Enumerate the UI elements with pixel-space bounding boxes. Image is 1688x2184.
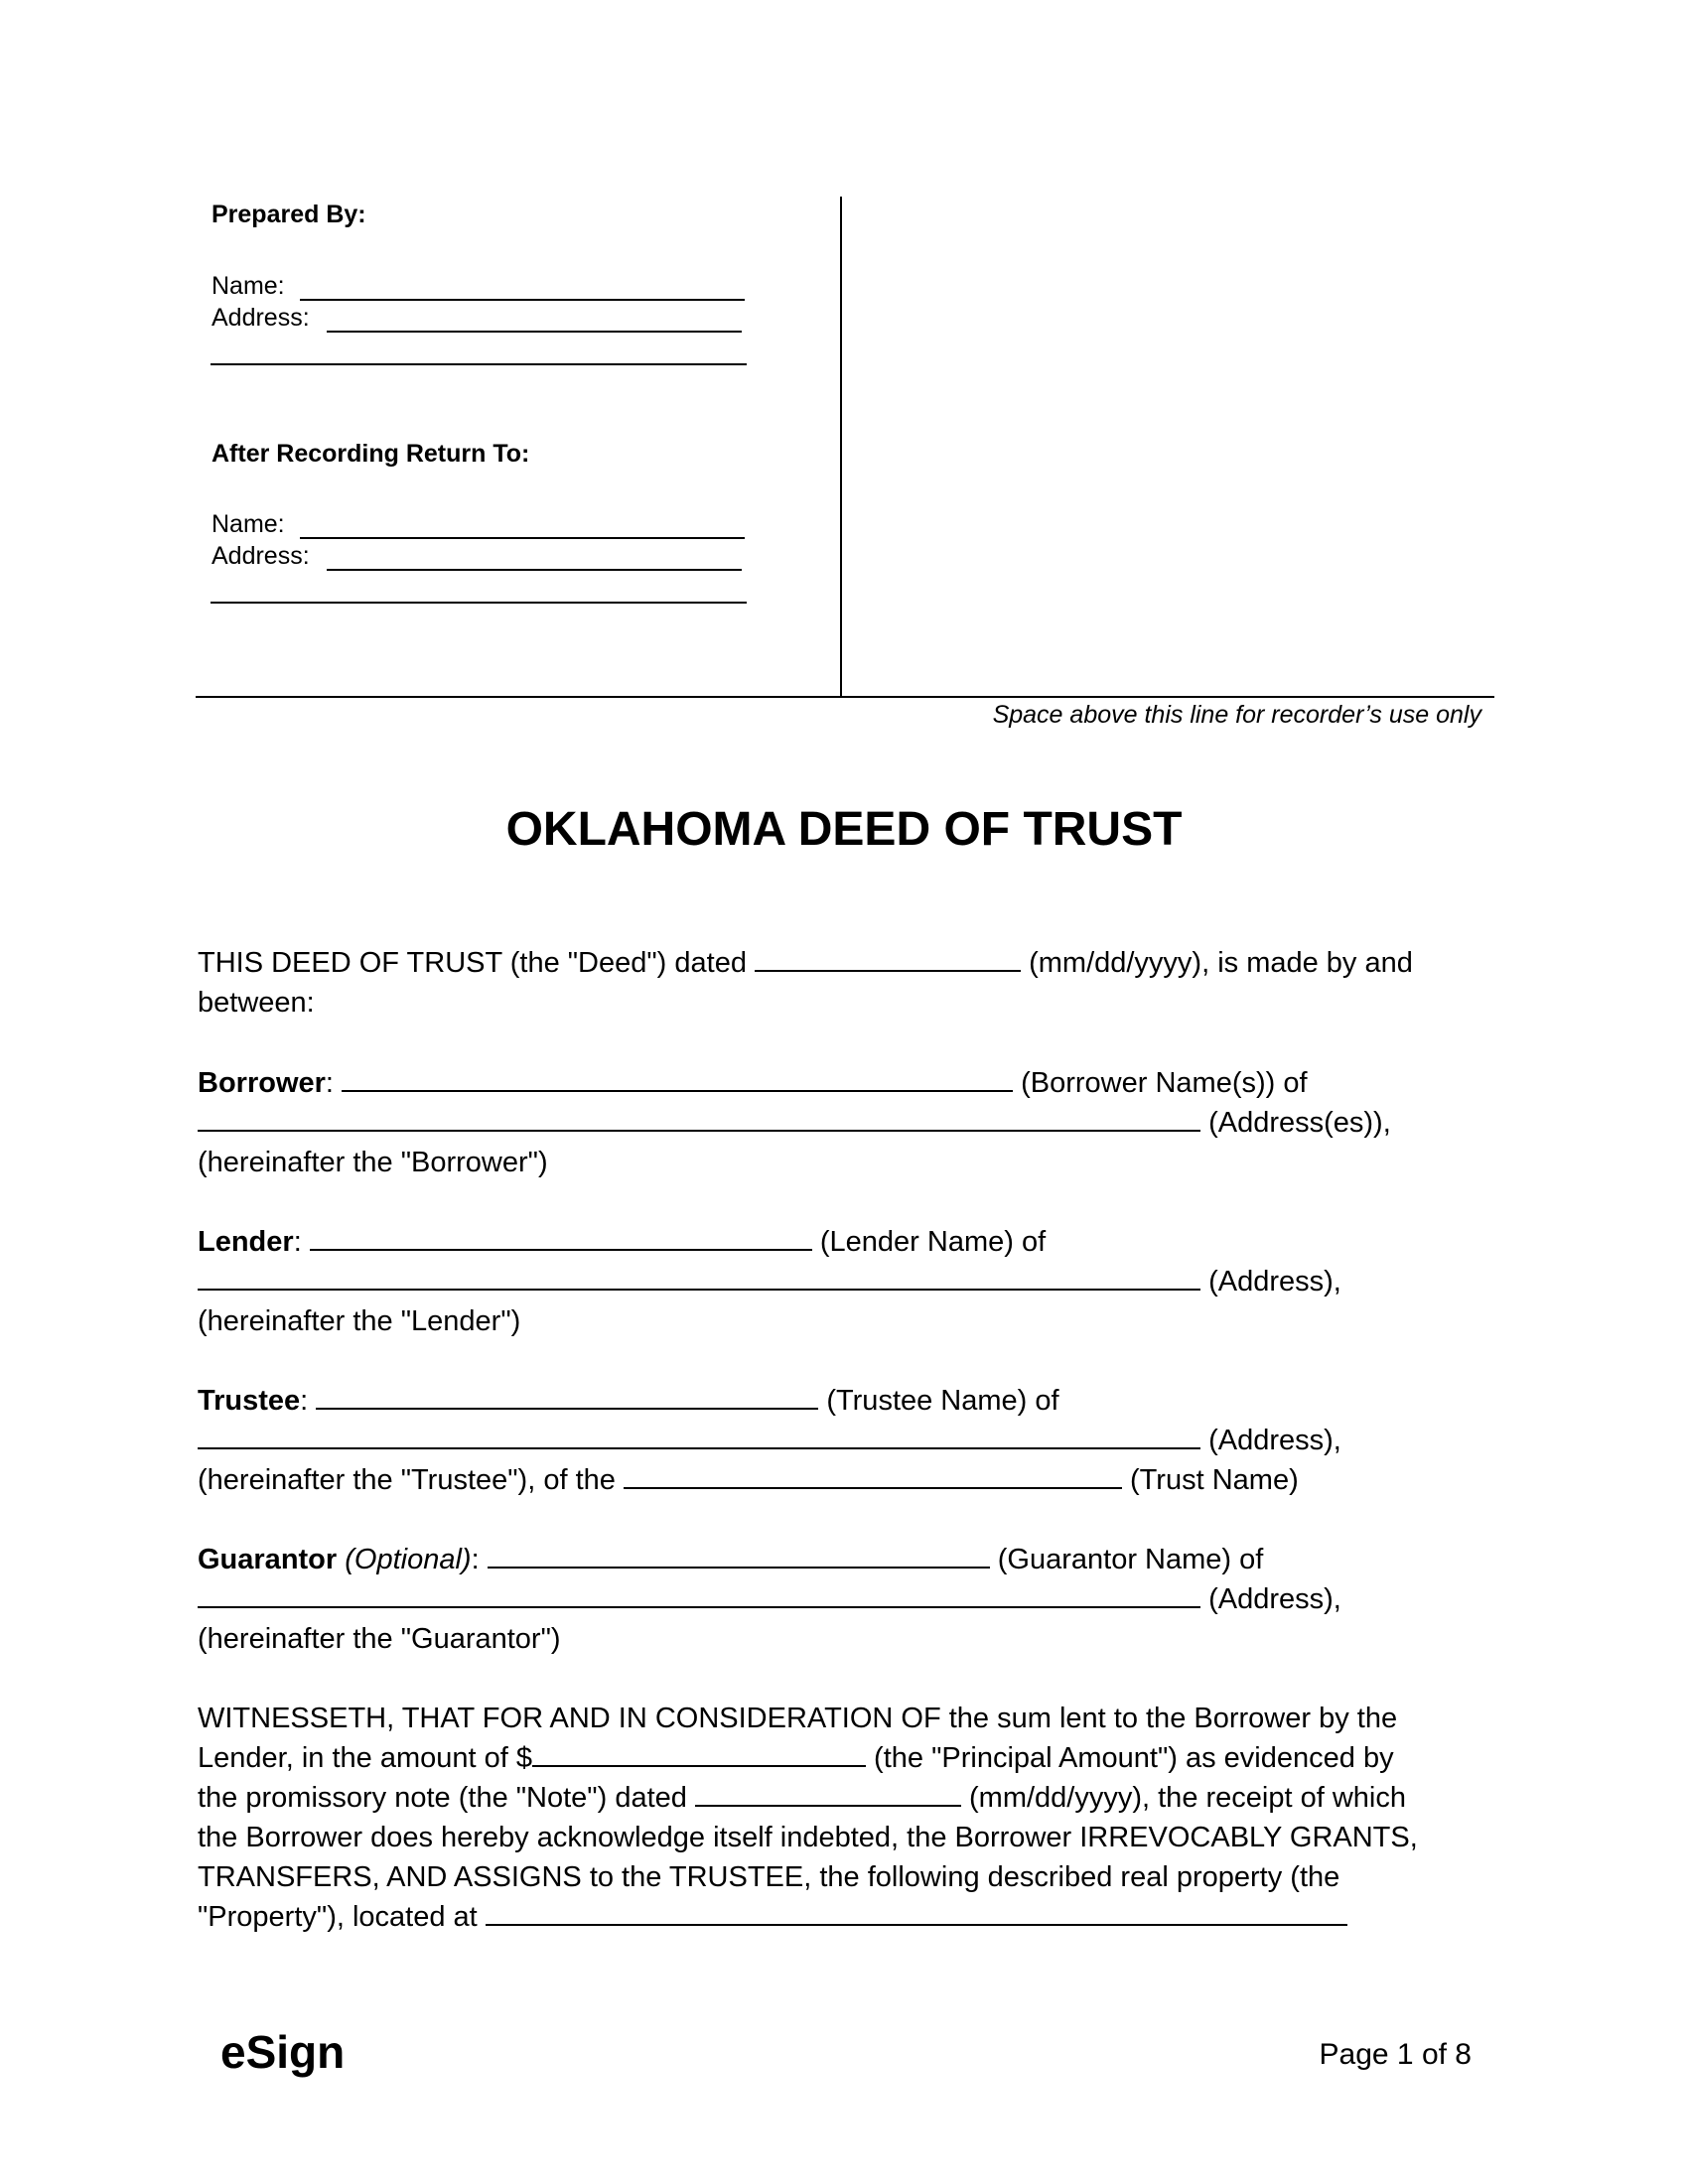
borrower-line-1 <box>198 1063 1308 1103</box>
witnesseth-line-2-after: (the "Principal Amount") as evidenced by <box>874 1742 1394 1774</box>
borrower-address-field[interactable] <box>198 1106 1200 1132</box>
lender-line-1 <box>198 1222 1046 1262</box>
guarantor-line-2 <box>198 1579 1341 1619</box>
witnesseth-line-4: the Borrower does hereby acknowledge itself indebted, the Borrower IRREVOCABLY GRANTS, <box>198 1822 1418 1853</box>
borrower-colon: : <box>325 1067 334 1099</box>
lender-address-field[interactable] <box>198 1265 1200 1291</box>
lender-colon: : <box>293 1226 302 1258</box>
trustee-name-hint: (Trustee Name) of <box>826 1385 1059 1417</box>
witnesseth-line-2 <box>198 1738 1394 1778</box>
borrower-hereinafter: (hereinafter the "Borrower") <box>198 1147 548 1178</box>
intro-text-before: THIS DEED OF TRUST (the "Deed") dated <box>198 947 747 979</box>
return-to-address-field[interactable] <box>327 569 742 571</box>
guarantor-line-1 <box>198 1540 1263 1579</box>
lender-address-hint: (Address), <box>1208 1266 1341 1297</box>
trustee-colon: : <box>300 1385 309 1417</box>
return-to-heading: After Recording Return To: <box>211 440 530 468</box>
prepared-by-address-field[interactable] <box>327 331 742 333</box>
prepared-by-heading: Prepared By: <box>211 201 366 228</box>
trustee-line-1 <box>198 1381 1059 1421</box>
trustee-address-field[interactable] <box>198 1424 1200 1449</box>
trustee-address-hint: (Address), <box>1208 1425 1341 1456</box>
intro-line-1 <box>198 943 1413 983</box>
guarantor-optional: (Optional) <box>345 1544 472 1575</box>
guarantor-name-field[interactable] <box>488 1543 990 1569</box>
guarantor-address-hint: (Address), <box>1208 1583 1341 1615</box>
witnesseth-line-6-before: "Property"), located at <box>198 1901 478 1933</box>
guarantor-hereinafter: (hereinafter the "Guarantor") <box>198 1623 561 1655</box>
property-location-field[interactable] <box>486 1900 1347 1926</box>
prepared-by-address-label: Address: <box>211 304 310 332</box>
trust-name-field[interactable] <box>624 1463 1122 1489</box>
deed-date-field[interactable] <box>755 946 1021 972</box>
trust-name-hint: (Trust Name) <box>1130 1464 1299 1496</box>
lender-label: Lender <box>198 1226 294 1258</box>
borrower-label: Borrower <box>198 1067 326 1099</box>
return-to-name-label: Name: <box>211 510 285 538</box>
borrower-name-field[interactable] <box>342 1066 1013 1092</box>
document-title: OKLAHOMA DEED OF TRUST <box>505 803 1183 856</box>
trustee-name-field[interactable] <box>316 1384 818 1410</box>
lender-name-field[interactable] <box>310 1225 812 1251</box>
borrower-address-hint: (Address(es)), <box>1208 1107 1391 1139</box>
witnesseth-line-5: TRANSFERS, AND ASSIGNS to the TRUSTEE, the following described real property (the <box>198 1861 1340 1893</box>
guarantor-colon: : <box>471 1544 480 1575</box>
page-number: Page 1 of 8 <box>1319 2038 1472 2071</box>
principal-amount-field[interactable] <box>532 1741 866 1767</box>
prepared-by-name-field[interactable] <box>300 299 745 301</box>
recorder-use-note: Space above this line for recorder’s use only <box>992 701 1481 729</box>
trustee-hereinafter: (hereinafter the "Trustee"), of the <box>198 1464 616 1496</box>
recorder-box-bottom-line <box>196 696 1494 698</box>
borrower-name-hint: (Borrower Name(s)) of <box>1021 1067 1308 1099</box>
esign-logo: eSign <box>220 2026 346 2078</box>
witnesseth-line-2-before: Lender, in the amount of $ <box>198 1742 532 1774</box>
witnesseth-line-6 <box>198 1897 1347 1937</box>
lender-name-hint: (Lender Name) of <box>819 1226 1047 1258</box>
trustee-line-2 <box>198 1421 1341 1460</box>
witnesseth-line-3-before: the promissory note (the "Note") dated <box>198 1782 687 1814</box>
prepared-by-name-label: Name: <box>211 272 285 300</box>
witnesseth-line-3-after: (mm/dd/yyyy), the receipt of which <box>969 1782 1406 1814</box>
guarantor-name-hint: (Guarantor Name) of <box>997 1544 1264 1575</box>
prepared-by-address-field-2[interactable] <box>211 363 747 365</box>
guarantor-address-field[interactable] <box>198 1582 1200 1608</box>
return-to-address-label: Address: <box>211 542 310 570</box>
note-date-field[interactable] <box>695 1781 961 1807</box>
intro-line-2: between: <box>198 987 315 1019</box>
return-to-name-field[interactable] <box>300 537 745 539</box>
recorder-box-divider <box>840 197 842 698</box>
trustee-line-3 <box>198 1460 1299 1500</box>
guarantor-label: Guarantor <box>198 1544 338 1575</box>
intro-text-after: (mm/dd/yyyy), is made by and <box>1029 947 1413 979</box>
borrower-line-2 <box>198 1103 1391 1143</box>
witnesseth-line-1: WITNESSETH, THAT FOR AND IN CONSIDERATION OF the sum lent to the Borrower by the <box>198 1703 1398 1734</box>
lender-line-2 <box>198 1262 1341 1301</box>
trustee-label: Trustee <box>198 1385 301 1417</box>
witnesseth-line-3 <box>198 1778 1406 1818</box>
lender-hereinafter: (hereinafter the "Lender") <box>198 1305 521 1337</box>
return-to-address-field-2[interactable] <box>211 602 747 604</box>
